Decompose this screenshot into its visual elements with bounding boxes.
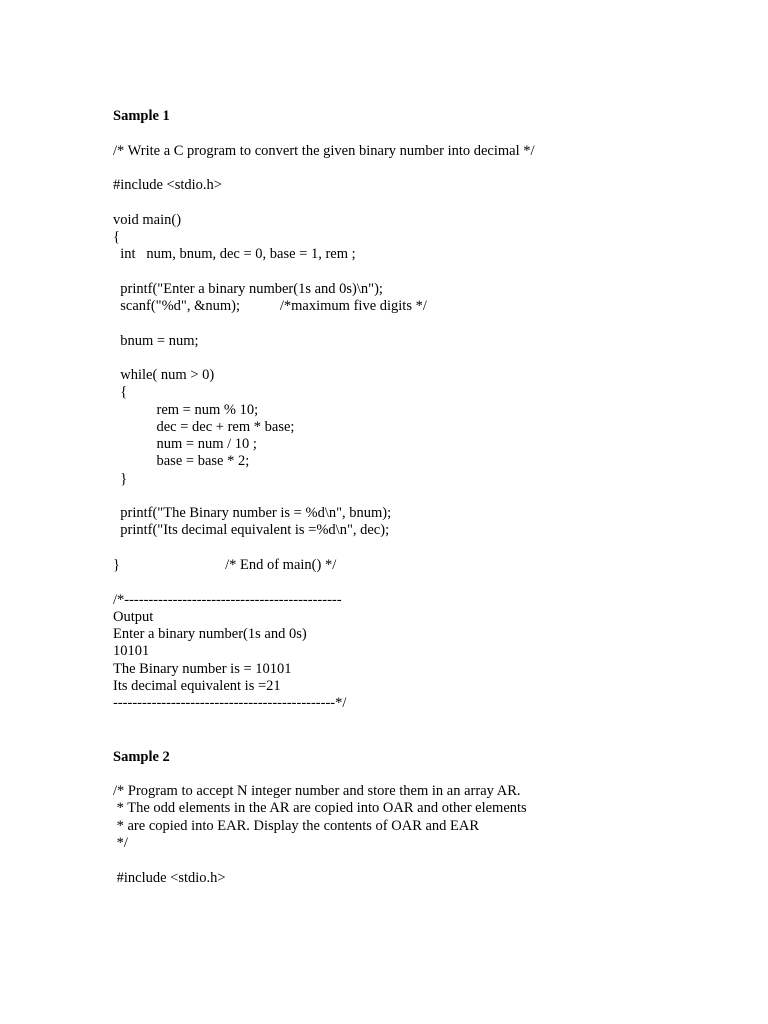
code-line: printf("Enter a binary number(1s and 0s)\n"); (113, 281, 383, 297)
sample2-heading: Sample 2 (113, 749, 170, 765)
code-line: while( num > 0) (113, 367, 215, 383)
code-line: } (113, 471, 128, 487)
comment-line: * The odd elements in the AR are copied into OAR and other elements (113, 800, 527, 816)
sample1-include: #include <stdio.h> (113, 177, 222, 193)
output-line: Its decimal equivalent is =21 (113, 678, 281, 694)
code-line: dec = dec + rem * base; (113, 419, 295, 435)
sample2-include: #include <stdio.h> (113, 870, 226, 886)
output-line: Enter a binary number(1s and 0s) (113, 626, 307, 642)
code-line: base = base * 2; (113, 453, 250, 469)
code-line: printf("Its decimal equivalent is =%d\n", dec); (113, 522, 390, 538)
code-line: num = num / 10 ; (113, 436, 257, 452)
comment-line: */ (113, 835, 128, 851)
code-line: bnum = num; (113, 333, 199, 349)
output-line: The Binary number is = 10101 (113, 661, 292, 677)
output-line: 10101 (113, 643, 150, 659)
output-line: /*--------------------------------------------- (113, 592, 342, 608)
output-line: Output (113, 609, 154, 625)
code-line: void main() (113, 212, 182, 228)
code-line: int num, bnum, dec = 0, base = 1, rem ; (113, 246, 356, 262)
sample1-heading: Sample 1 (113, 108, 170, 124)
code-line: { (113, 384, 128, 400)
code-line: scanf("%d", &num); /*maximum five digits */ (113, 298, 427, 314)
comment-line: /* Program to accept N integer number and store them in an array AR. (113, 783, 521, 799)
code-line: rem = num % 10; (113, 402, 259, 418)
code-line: { (113, 229, 120, 245)
comment-line: * are copied into EAR. Display the contents of OAR and EAR (113, 818, 480, 834)
output-line: ----------------------------------------------*/ (113, 695, 347, 711)
code-line: } /* End of main() */ (113, 557, 337, 573)
sample1-comment: /* Write a C program to convert the given binary number into decimal */ (113, 143, 535, 159)
code-line: printf("The Binary number is = %d\n", bnum); (113, 505, 392, 521)
